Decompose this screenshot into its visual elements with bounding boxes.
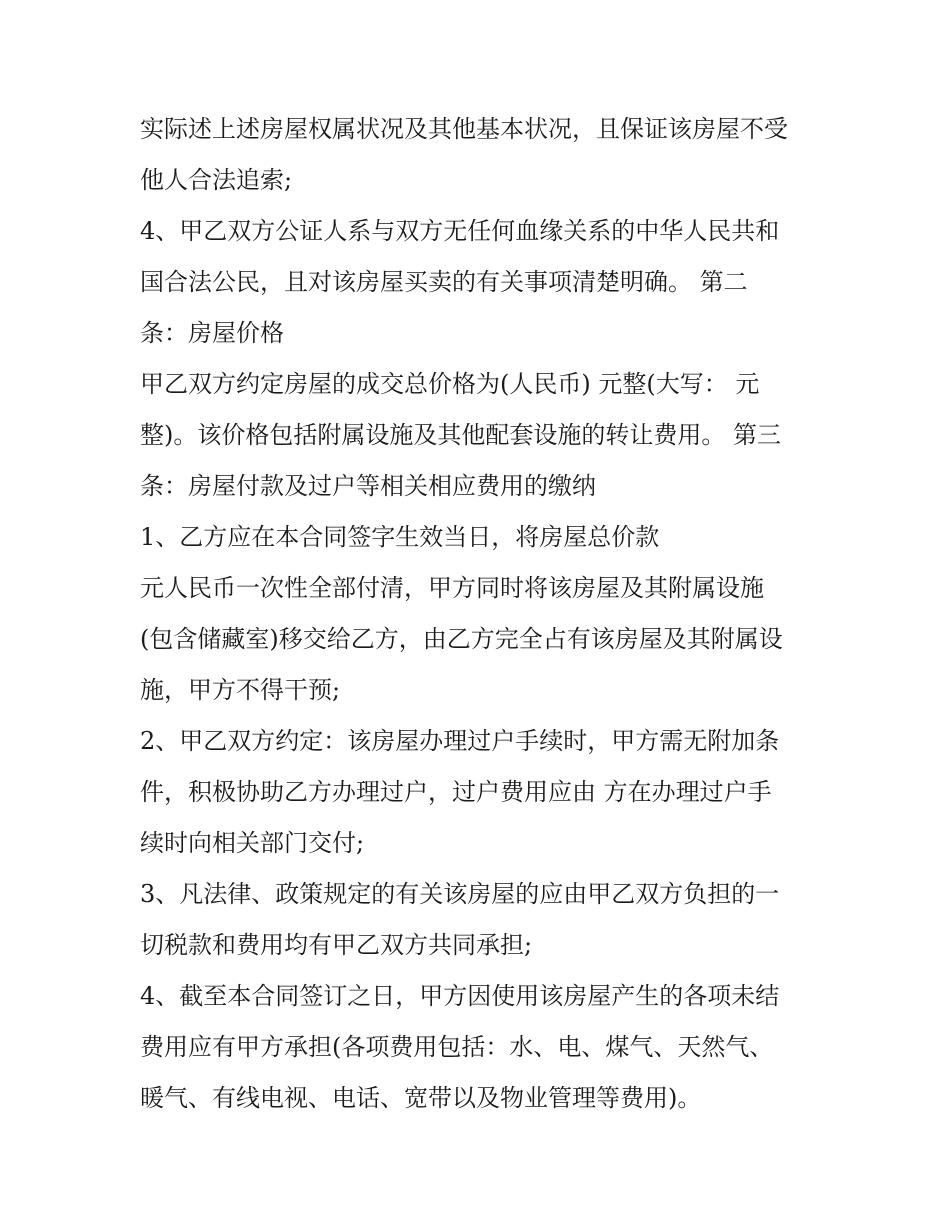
contract-text [140, 104, 820, 1124]
text-line: 2、甲乙双方约定：该房屋办理过户手续时，甲方需无附加条 [140, 727, 780, 755]
text-line: 4、甲乙双方公证人系与双方无任何血缘关系的中华人民共和 [140, 217, 780, 245]
text-line: 3、凡法律、政策规定的有关该房屋的应由甲乙双方负担的一 [140, 880, 780, 908]
text-line: 施，甲方不得干预; [140, 676, 341, 704]
text-line: 条：房屋价格 [140, 319, 284, 347]
text-line: 1、乙方应在本合同签字生效当日，将房屋总价款 [140, 523, 660, 551]
text-line: 暖气、有线电视、电话、宽带以及物业管理等费用)。 [140, 1084, 702, 1112]
text-line: 4、截至本合同签订之日，甲方因使用该房屋产生的各项未结 [140, 982, 780, 1010]
text-line: (包含储藏室)移交给乙方，由乙方完全占有该房屋及其附属设 [140, 625, 783, 653]
text-line: 件，积极协助乙方办理过户，过户费用应由 方在办理过户手 [140, 778, 772, 806]
text-line: 元人民币一次性全部付清，甲方同时将该房屋及其附属设施 [140, 574, 764, 602]
text-line: 费用应有甲方承担(各项费用包括：水、电、煤气、天然气、 [140, 1033, 774, 1061]
text-line: 实际述上述房屋权属状况及其他基本状况，且保证该房屋不受 [140, 115, 788, 143]
text-line: 他人合法追索; [140, 166, 293, 194]
text-line: 国合法公民，且对该房屋买卖的有关事项清楚明确。 第二 [140, 268, 748, 296]
text-line: 续时向相关部门交付; [140, 829, 365, 857]
text-line: 整)。该价格包括附属设施及其他配套设施的转让费用。 第三 [140, 421, 781, 449]
text-line: 切税款和费用均有甲乙双方共同承担; [140, 931, 533, 959]
text-line: 甲乙双方约定房屋的成交总价格为(人民币) 元整(大写： 元 [140, 370, 760, 398]
text-line: 条：房屋付款及过户等相关相应费用的缴纳 [140, 472, 596, 500]
